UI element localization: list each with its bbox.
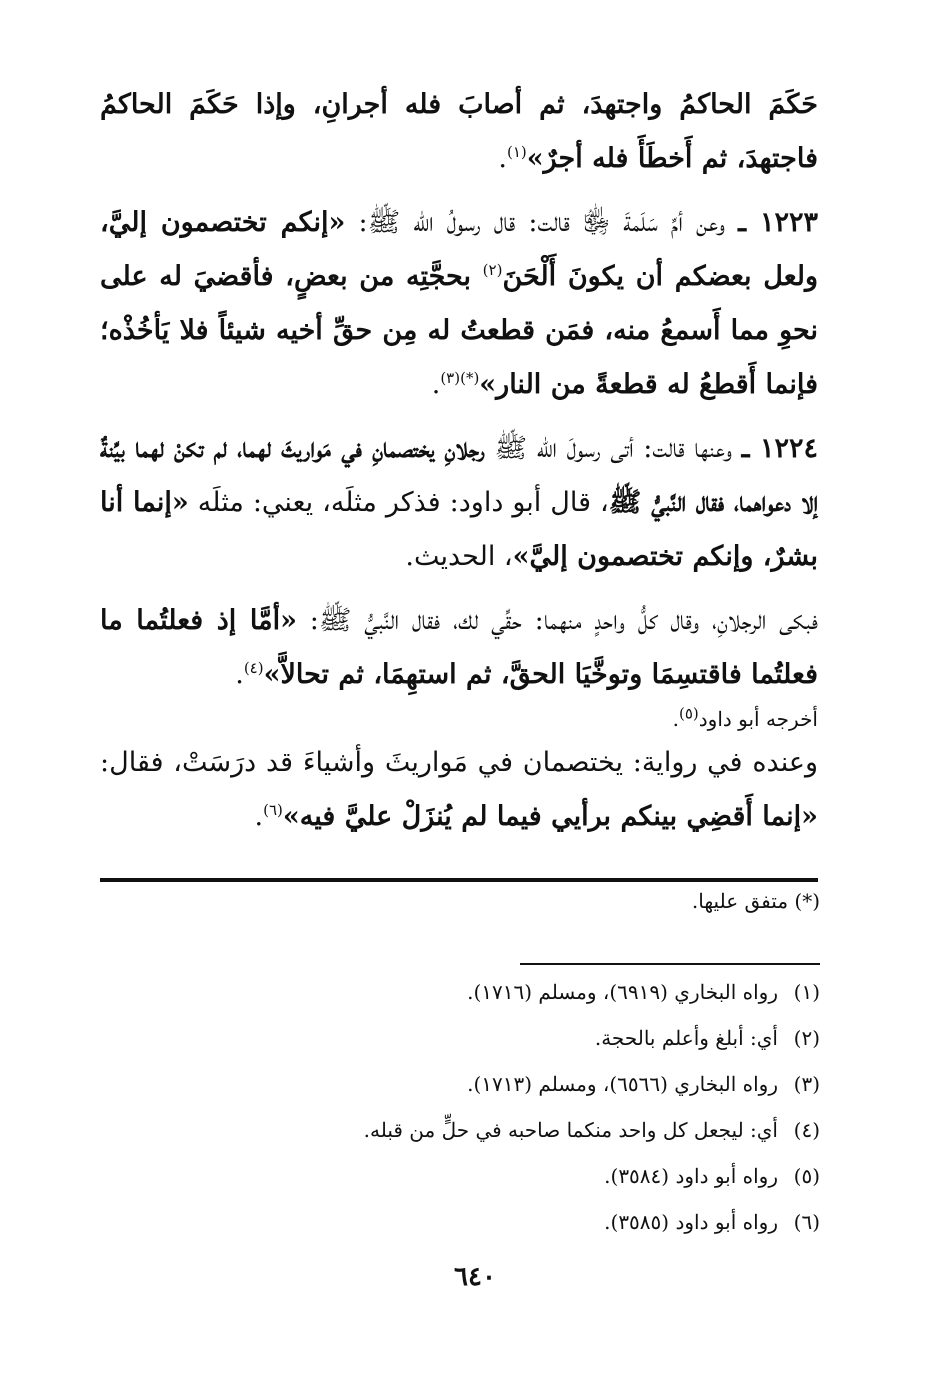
sentence-end: . [235,659,244,690]
page-number: ٦٤٠ [454,1262,496,1292]
footnote-number: (١) [793,980,820,1004]
footnote-ref-4[interactable]: (٤) [243,659,264,677]
paragraph-riwaya [100,736,818,844]
hadith-text: «إنكم تختصمون إليَّ، ولعل بعضكم أن يكونَ أَلْحَنَ [100,207,818,292]
footnote-number: (٥) [793,1164,820,1188]
footnote-item [120,1072,820,1118]
footnote-ref-1[interactable]: (١) [506,143,527,161]
source-text: أخرجه أبو داود [698,707,818,731]
footnote-text: رواه البخاري (٦٩١٩)، ومسلم (١٧١٦). [467,980,778,1004]
footnote-item [120,1026,820,1072]
footnote-ref-star-3[interactable]: (*)(٣) [440,369,480,387]
sentence-end: . [498,143,507,174]
paragraph-hadith-1223 [100,196,818,412]
footnote-number: (٤) [793,1118,820,1142]
hadith-intro: وعنها قالت: أتى رسولَ الله ﷺ [484,433,742,464]
hadith-quote: «إنما أنا بشرٌ، وإنكم تختصمون إليَّ» [100,487,818,572]
sentence-end: . [431,369,441,400]
paragraph-hadith-continuation [100,78,818,186]
paragraph-hadith-1224 [100,422,818,584]
hadith-text: «إنما أَقضِي بينكم برأيي فيما لم يُنزَلْ عليَّ فيه» [282,801,818,832]
footnote-text: أي: أبلغ وأعلم بالحجة. [594,1026,778,1050]
footnote-ref-6[interactable]: (٦) [263,801,283,819]
source-note [100,702,818,736]
hadith-text: رجلانِ يختصمانِ في مَواريثَ لهما، لم تكنْ لهما بيِّنةٌ إلا دعواهما، فقال النَّبيُّ ﷺ [100,433,819,518]
footnote-item [120,980,820,1026]
footnote-item [120,1210,820,1256]
footnote-text: رواه البخاري (٦٥٦٦)، ومسلم (١٧١٣). [467,1072,778,1096]
footnote-text: أي: ليجعل كل واحد منكما صاحبه في حلٍّ من قبله. [363,1118,778,1142]
narration-text: فبكى الرجلانِ، وقال كلُّ واحدٍ منهما: حقِّي لك، فقال النَّبيُّ ﷺ: [296,605,818,636]
sentence-end: . [254,801,264,832]
narration-text: وعنده في رواية: يختصمان في مَواريثَ وأشياءَ قد درَسَتْ، فقال: [100,747,818,778]
sentence-end: . [672,707,679,731]
paragraph-continuation [100,594,818,702]
footnote-item [120,1118,820,1164]
page-body [100,78,818,844]
footnotes-list [120,980,820,1256]
footnote-number: (٢) [793,1026,820,1050]
hadith-text: حَكَمَ الحاكمُ واجتهدَ، ثم أصابَ فله أجرانِ، وإذا حَكَمَ الحاكمُ فاجتهدَ، ثم أَخطَأَ فله أجرٌ» [100,89,818,174]
footnote-number: (٦) [793,1210,820,1234]
footnote-ref-2[interactable]: (٢) [482,261,503,279]
narrator-note: ، قال أبو داود: فذكر مثلَه، يعني: مثلَه [188,487,609,518]
footnote-text: رواه أبو داود (٣٥٨٥). [604,1210,778,1234]
footnote-number: (٣) [793,1072,820,1096]
hadith-intro: وعن أمِّ سَلَمةَ ﵂ قالت: قال رسولُ الله ﷺ: [345,207,739,238]
footnote-star: (*) متفق عليها. [691,889,820,913]
footnote-divider [520,963,820,965]
footnote-separator [100,878,818,882]
hadith-number: ١٢٢٤ ـ [741,433,819,464]
footnote-item [120,1164,820,1210]
hadith-text-continued: بحجَّتِه من بعضٍ، فأقضيَ له على نحوِ مما أَسمعُ منه، فمَن قطعتُ له مِن حقِّ أخيه شيئاً فلا يَأخُذْه؛ فإنما أَقطعُ له قطعةً من النار» [100,261,818,400]
hadith-text: «أمَّا إذ فعلتُما ما فعلتُما فاقتسِمَا وتوخَّيَا الحقَّ، ثم استهِمَا، ثم تحالاَّ» [100,605,818,690]
sentence-end: ، الحديث. [405,541,513,572]
footnote-ref-5[interactable]: (٥) [678,704,699,723]
hadith-number: ١٢٢٣ ـ [738,207,818,238]
footnote-text: رواه أبو داود (٣٥٨٤). [604,1164,778,1188]
